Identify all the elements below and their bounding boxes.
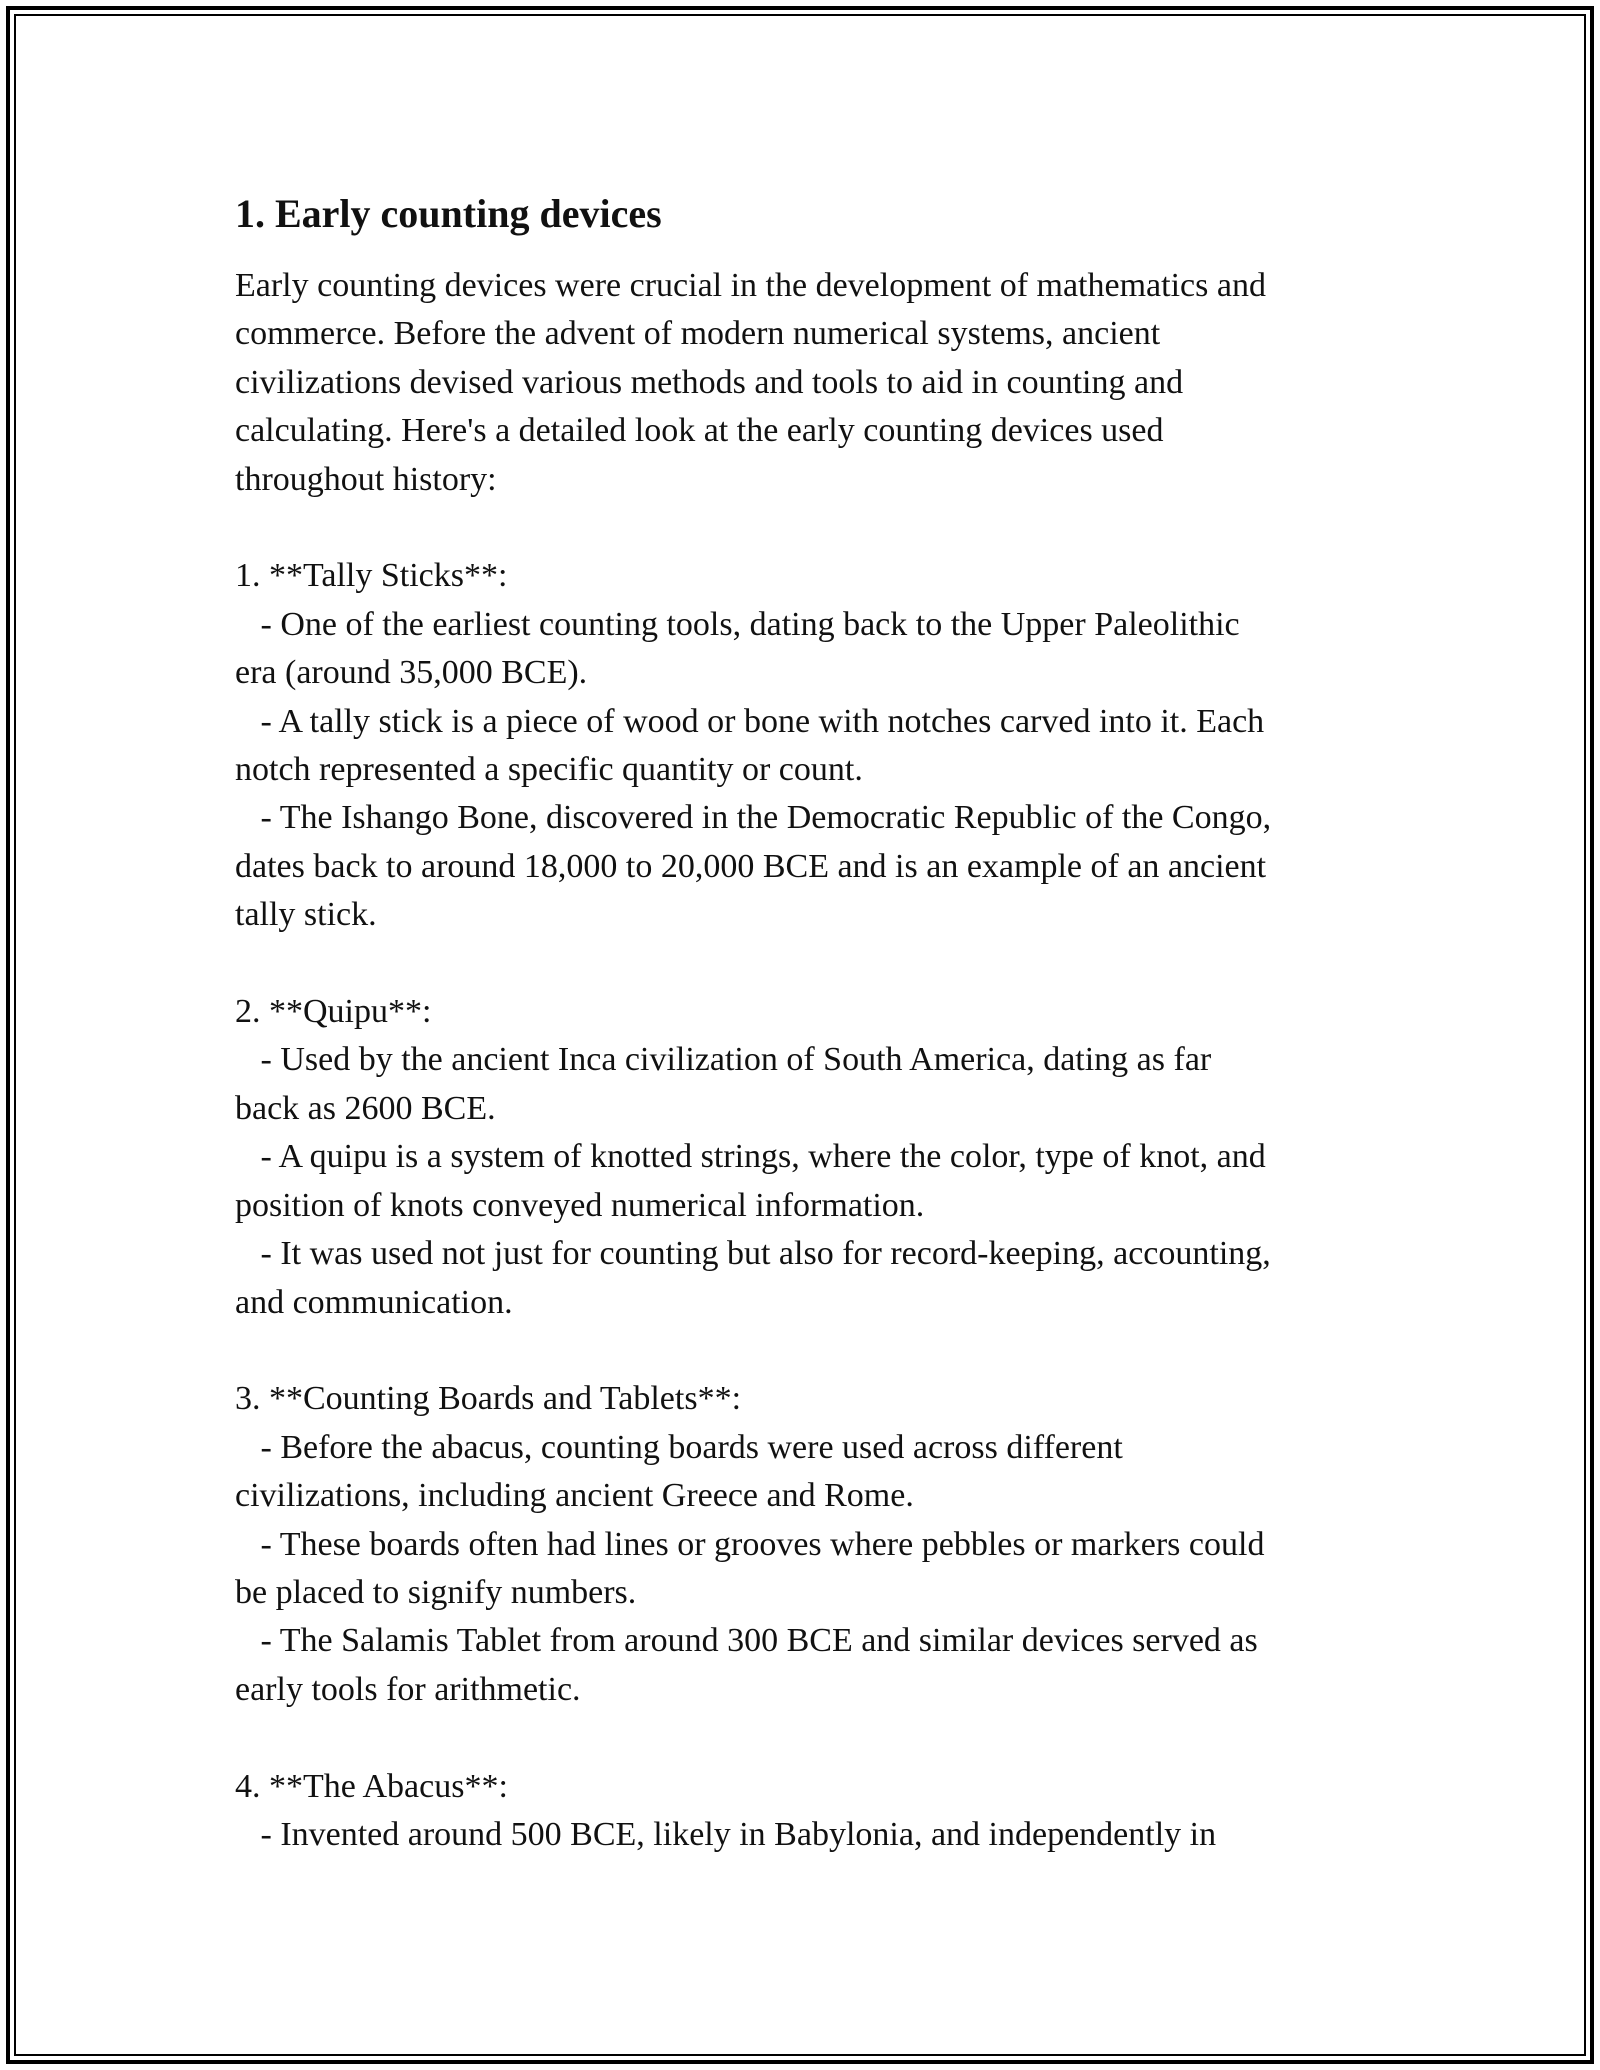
list-item-line: back as 2600 BCE.	[235, 1089, 496, 1127]
list-item-line: - The Salamis Tablet from around 300 BCE and similar devices served as	[235, 1622, 1258, 1660]
list-item-abacus	[235, 1763, 1365, 1860]
intro-line: Early counting devices were crucial in the development of mathematics and	[235, 267, 1266, 304]
list-item-line: - Before the abacus, counting boards were used across different	[235, 1428, 1123, 1466]
list-item-line: - It was used not just for counting but also for record-keeping, accounting,	[235, 1235, 1271, 1273]
list-item-line: - These boards often had lines or grooves where pebbles or markers could	[235, 1525, 1265, 1563]
list-item-line: notch represented a specific quantity or count.	[235, 751, 863, 789]
list-item-line: - One of the earliest counting tools, dating back to the Upper Paleolithic	[235, 605, 1240, 643]
list-item-line: - The Ishango Bone, discovered in the Democratic Republic of the Congo,	[235, 799, 1272, 837]
list-item-quipu	[235, 988, 1365, 1327]
list-item-title: 2. **Quipu**:	[235, 993, 432, 1031]
intro-line: throughout history:	[235, 460, 497, 498]
list-item-line: position of knots conveyed numerical information.	[235, 1186, 925, 1224]
list-item-line: dates back to around 18,000 to 20,000 BCE and is an example of an ancient	[235, 847, 1267, 885]
list-item-line: - Invented around 500 BCE, likely in Babylonia, and independently in	[235, 1815, 1217, 1853]
list-item-line: tally stick.	[235, 896, 377, 934]
section-heading: 1. Early counting devices	[235, 191, 662, 236]
list-item-line: - Used by the ancient Inca civilization of South America, dating as far	[235, 1041, 1212, 1079]
list-item-line: early tools for arithmetic.	[235, 1670, 581, 1708]
list-item-line: - A tally stick is a piece of wood or bone with notches carved into it. Each	[235, 702, 1265, 740]
document-body	[235, 186, 1365, 1859]
list-item-line: - A quipu is a system of knotted strings, where the color, type of knot, and	[235, 1138, 1266, 1176]
intro-paragraph	[235, 262, 1365, 504]
list-item-line: civilizations, including ancient Greece and Rome.	[235, 1477, 914, 1515]
list-item-line: be placed to signify numbers.	[235, 1573, 637, 1611]
list-item-counting-boards	[235, 1375, 1365, 1714]
list-item-line: and communication.	[235, 1283, 513, 1321]
intro-line: calculating. Here's a detailed look at the early counting devices used	[235, 412, 1164, 450]
list-item-title: 1. **Tally Sticks**:	[235, 557, 508, 595]
intro-line: civilizations devised various methods and tools to aid in counting and	[235, 363, 1184, 401]
list-item-tally-sticks	[235, 552, 1365, 939]
list-item-title: 3. **Counting Boards and Tablets**:	[235, 1380, 742, 1418]
list-item-line: era (around 35,000 BCE).	[235, 654, 588, 692]
list-item-title: 4. **The Abacus**:	[235, 1767, 508, 1805]
intro-line: commerce. Before the advent of modern numerical systems, ancient	[235, 315, 1161, 353]
